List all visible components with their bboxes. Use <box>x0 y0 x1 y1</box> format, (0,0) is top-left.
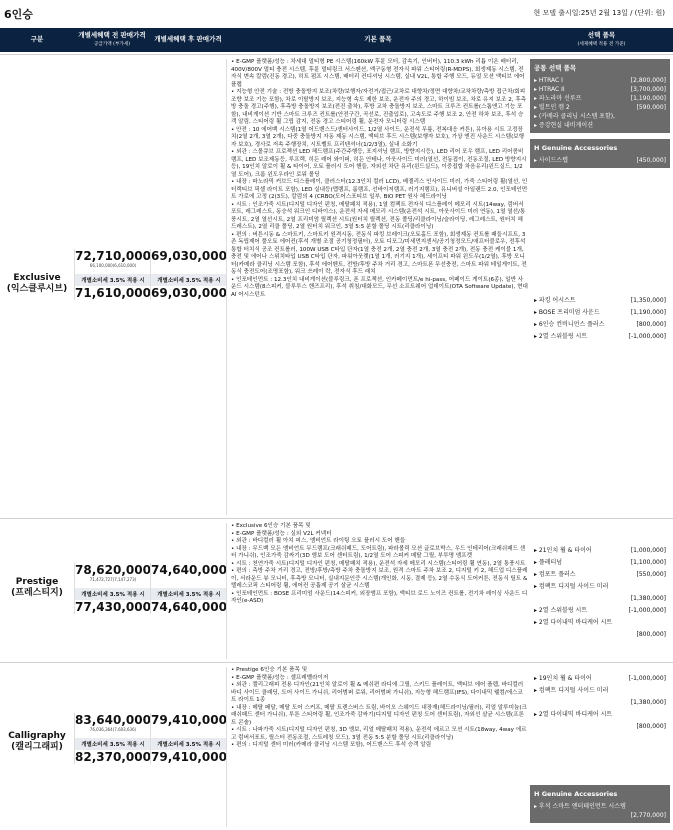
grade-cell <box>0 577 74 599</box>
grade-name-ko: (프레스티지) <box>11 588 63 598</box>
feature-item: • E-GMP 플랫폼/성능 : 실외 V2L 커넥터 <box>231 530 332 537</box>
tax-price-after: 69,030,000 <box>151 286 227 300</box>
header-option-sub: (세제혜택 적용 전 가준) <box>577 41 626 47</box>
option-item: [2,770,000] <box>630 812 666 819</box>
feature-item: • 시트 : 천연가죽 시트(디지털 디자인 펀칭, 메탈패치 적용), 운전석 자세 메모리 시스템(스티어링 휠 연동), 2열 통풍시트 <box>231 560 526 567</box>
price-before-cell <box>74 249 151 300</box>
table-header <box>0 28 673 52</box>
price-before-cell <box>74 563 151 614</box>
ga-title: H Genuine Accessories <box>534 144 618 152</box>
option-item: ▸ 컴포트 플러스 [550,000] <box>534 571 666 578</box>
option-item: ▸ 컴팩트 디지털 사이드 미러 <box>534 583 609 590</box>
price-before: 78,620,000 <box>75 563 151 577</box>
header-before-label: 개별세혜택 전 판매가격 <box>78 31 146 39</box>
price-after: 79,410,000 <box>151 713 227 727</box>
option-item: ▸ 컴팩트 디지털 사이드 미러 <box>534 687 609 694</box>
feature-item: • 외관 : 바디컬러 휠 아치 피스, 앰비언트 라이팅 오토 플러시 도어 핸들 <box>231 538 406 544</box>
ga-title: H Genuine Accessories <box>534 790 618 798</box>
price-after: 69,030,000 <box>151 249 227 263</box>
option-item: ▸ 2열 다이내믹 바디케어 시트 <box>534 711 613 718</box>
table-row <box>0 518 673 661</box>
tax-label: 개별소비세 3.5% 적용 시 <box>151 274 227 286</box>
tax-label: 개별소비세 3.5% 적용 시 <box>75 274 151 286</box>
grade-cell <box>0 273 74 295</box>
option-item: ▸ 2열 다이내믹 바디케어 시트 <box>534 619 613 626</box>
price-before: 83,640,000 <box>75 713 151 727</box>
feature-item: • 인포테인먼트 : BOSE 프리미엄 사운드(14스피커, 외장앰프 포함), 액티브 로드 노이즈 컨트롤, 전기차 레이싱 사운드 디자인(e-ASD) <box>231 590 528 604</box>
tax-price-before: 82,370,000 <box>75 750 151 764</box>
common-options <box>530 59 670 168</box>
grade-options <box>530 673 670 733</box>
option-item: ▸ 21인치 휠 & 타이어 [1,000,000] <box>534 547 666 554</box>
grade-name-ko: (익스클루시브) <box>6 284 68 294</box>
basic-features <box>226 59 528 515</box>
tax-label: 개별소비세 3.5% 적용 시 <box>151 738 227 750</box>
price-after: 74,640,000 <box>151 563 227 577</box>
table-row <box>0 662 673 830</box>
ga-box <box>530 785 670 823</box>
price-before-sub: 76,036,364(7,603,636) <box>89 727 137 732</box>
page-title: 6인승 <box>4 8 33 21</box>
option-item: ▸ BOSE 프리미엄 사운드 [1,190,000] <box>534 309 666 316</box>
option-item: [800,000] <box>636 631 666 638</box>
ga-options <box>530 785 670 823</box>
option-item: ▸ 빌트인 캠 2 [590,000] <box>534 104 666 111</box>
feature-item: • 편의 : 측방 주차 거리 경고, 전방/후방/측방 주차 충돌방지 보조, 원격 스마트 주차 보조 2, 디지털 키 2, 헤드업 디스플레이, 서라운드 뷰 모니터, 후측방 모니터, 실내지문인증 시스템(개인화, 시동, 결제 등), 2열 수동식 도어커튼, 전동식 틸트 & 텔레스코픽 스티어링 휠, 에어컨 공흡제 공기 살균 시스템 <box>231 568 528 589</box>
tax-price-before: 77,430,000 <box>75 600 151 614</box>
feature-item: • Prestige 6인승 기본 품목 및 <box>231 667 308 673</box>
feature-item: • 외관 : 스몰큐브 프로젝션 LED 헤드램프(주간주행등, 포지셔닝 램프, 방향지시등), LED 리어 포우 램프, LED 리어콤비램프, LED 보조제동등, 루프랙, 히든 레어 와이퍼, 히든 안테나, 아웃사이드 미러(열선, 전동접이, 전동조절, LED 방향지시등), 19인치 알로이 휠 & 타이어, 오토 플러시 도어 핸들, 자외선 차단 유리(윈드실드), 이중접합 차음유리(윈드실드, 1/2열 도어), 크롬 윈도우라인 로워 몰딩 <box>231 149 527 178</box>
price-after-cell <box>150 713 227 764</box>
price-after-cell <box>150 249 227 300</box>
feature-item: • 편의 : 버튼시동 & 스마트키, 스마트키 원격시동, 전동식 파킹 브레이크(오토홀드 포함), 회생제동 컨트롤 패들시프트, 3존 독립제어 풀오토 에어컨(후석 개별 조절 공기청정필터), 오토 디포그/미세먼지센서/공기청정모드/애프터블로우, 전후석 통합 터치식 공조 컨트롤러, 100W USB C타입 단자(1열 충전 2개, 2열 충전 2개, 3열 충전 2개), 전동 충전 케이블 1개, 충전 및 에어나 스위치타입 USB C타입 단자, 파워아웃렛(1열 1개, 러기지 1개), 세이프티 파워 윈도우(1/2열), 후방 모니터(카메라 클리닝 시스템 포함), 후석 에어벤트, 전방/후방 주차 거리 경고, 스마트폰 무선충전, 스마트 파워 테일게이트, 전동식 충전도어(조명포함), 워크 쓰레이 락, 전자식 후드 래치 <box>231 231 527 275</box>
grade-name-ko: (캘리그래피) <box>11 742 63 752</box>
option-item: ▸ HTRAC I [2,800,000] <box>534 77 666 84</box>
option-item: [800,000] <box>636 723 666 730</box>
header-option <box>530 32 673 48</box>
feature-item: • E-GMP 플랫폼/성능 : 셀프레벨라이저 <box>231 674 329 681</box>
header-after: 개별세혜택 후 판매가격 <box>154 35 222 43</box>
option-item: ▸ 19인치 휠 & 타이어 [-1,000,000] <box>534 675 666 682</box>
option-item: [1,380,000] <box>630 699 666 706</box>
tax-price-after: 74,640,000 <box>151 600 227 614</box>
feature-item: • 외관 : 캘리그래피 전용 디자인(21인치 알로이 휠 & 메쉬편 라디에 그릴, 스키드 플레이트, 액티브 에어 플랩, 바디컬러 바디 사이드 클래딩, 도어 사이드 가니쉬, 리어범퍼 로워, 리어범퍼 가니쉬), 지능형 헤드램프(IFS), 다이내믹 웰컴/에스코트 라이트 1종 <box>231 682 524 703</box>
option-item: ▸ 파킹 어시스트 [1,350,000] <box>534 297 666 304</box>
option-item: ▸ 2열 스위블링 시트 [-1,000,000] <box>534 333 666 340</box>
ga-box <box>530 139 670 168</box>
feature-item: • Exclusive 6인승 기본 품목 및 <box>231 523 311 529</box>
price-before-cell <box>74 713 151 764</box>
option-item: ▸ (카메라 클리닝 시스템 포함), <box>534 113 615 120</box>
feature-item: • 편의 : 디지털 센터 미러(카메라 클리닝 시스템 포함), 어드밴스드 후석 승객 알림 <box>231 742 432 748</box>
option-item: [1,380,000] <box>630 595 666 602</box>
option-item: ▸ 사이드스텝 [450,000] <box>534 157 666 164</box>
grade-options <box>530 295 670 343</box>
feature-item: • 지능형 안전 기술 : 전방 충돌방지 보조(차량/보행자/자전거/접근/교차로 대향차/정면 대향차/교차차량/측방 접근차/회피 조향 보조 기능 포함), 차로 이탈방지 보조, 지능형 속도 제한 보조, 운전자 주의 경고, 하이빔 보조, 차로 유지 보조 2, 후측방 충돌 경고(주행), 후측방 충돌방지 보조(전진 출차), 후방 교차 충돌방지 보조, 스마트 크루즈 컨트롤(스톱앤고 기능 포함), 내비게이션 기반 스마트 크루즈 컨트롤(안전구간, 곡선로, 진출입로), 고속도로 주행 보조 2, 안전 하차 보조, 후석 승객 알림, 스티어링 휠 그립 감지, 전동 경고 스티어링 휠, 운전자 모니터링 시스템 <box>231 89 527 125</box>
price-before-sub: 66,100,000(6,610,000) <box>89 263 137 268</box>
feature-item: • 인포테인먼트 : 12.3인치 내비게이션(블루링크, 폰 프로젝션, 인카페이먼트/e hi-pass, 어페이드 게이트(6종), 일반 사운드 시스템(8스피커, 블루투스 핸즈프리), 후석 취침/대화모드, 무선 소프트웨어 업데이트(OTA Software Update), 현대 AI 어시스턴트 <box>231 276 528 298</box>
header-before <box>74 32 150 48</box>
page-top <box>0 0 673 26</box>
feature-item: • 안전 : 10 에어백 시스템(1열 어드밴스드/센터사이드, 1/2열 사이드, 운전석 무릎, 전복대응 커튼), 유아용 시트 고정장치(2열 2개, 3열 2개), 다중 충돌방지 자동 제동 시스템, 액티브 후드 시스템(보행자 보호), 가상 엔진 사운드 시스템(보행자 보호), 경사로 저속 주행장치, 시트벨트 프리텐셔너(1/2/3열), 실내 소화기 <box>231 126 525 148</box>
option-item: ▸ HTRAC II [3,700,000] <box>534 86 666 93</box>
common-title: 공통 선택 품목 <box>534 64 577 72</box>
grade-cell <box>0 731 74 753</box>
option-item: ▸ 후석 스마트 엔터테인먼트 시스템 <box>534 803 626 810</box>
feature-item: • 시트 : 인조가죽 시트(디지털 디자인 펀칭, 메탈패치 적용), 1열 컴팩트 전자식 디스플레이 메모리 시트(14way, 럼버서포트, 레그레스트, 동승석 워크인 디바이스), 운전석 자세 메모리 시스템(운전석 시트, 아웃사이드 미러 연동), 1열 열선/통풍시트, 2열 열선시트, 2열 프리미엄 릴렉션 시트(원터치 릴렉션, 전동 폴딩/리클라이닝/슬라이딩, 레그레스트, 원터치 헤드레스트), 2열 리클 폴딩, 2열 원터치 워크인, 3열 5:5 분할 폴딩 시트(리클라이닝) <box>231 201 526 230</box>
option-item: ▸ 플레티넘 [1,100,000] <box>534 559 666 566</box>
price-before: 72,710,000 <box>75 249 151 263</box>
option-item: ▸ 6인승 컨비니언스 플러스 [800,000] <box>534 321 666 328</box>
grade-name: Exclusive <box>13 273 61 283</box>
feature-item: • 내장 : 무드백 모든 앰비언트 무드램프(크래쉬패드, 도어트림), 파라볼릭 모션 글로브박스, 우드 인테리어(크래쉬패드 센터 가니쉬), 인조가죽 감싸기(3D 엠보 도어 센터트림), 1/2열 도어 스피커 메탈 그릴, 부투명 앰프켓 <box>231 545 526 559</box>
grade-options <box>530 545 670 641</box>
tax-label: 개별소비세 3.5% 적용 시 <box>75 738 151 750</box>
common-box <box>530 59 670 133</box>
tax-price-before: 71,610,000 <box>75 286 151 300</box>
grade-name: Prestige <box>15 577 59 587</box>
price-after-cell <box>150 563 227 614</box>
tax-label: 개별소비세 3.5% 적용 시 <box>151 588 227 600</box>
option-item: ▸ 2열 스위블링 시트 [-1,000,000] <box>534 607 666 614</box>
header-option-label: 선택 품목 <box>587 31 616 39</box>
option-item: ▸ 증강현실 내비게이션 <box>534 122 593 129</box>
tax-price-after: 79,410,000 <box>151 750 227 764</box>
price-before-sub: 71,472,727(7,147,273) <box>89 577 137 582</box>
feature-item: • 내장 : 메탈 페달, 메탈 도어 스커프, 메탈 트렌스버스 트림, 바이오 스웨이드 내장재(헤드라이닝/필러), 리얼 알루미늄(크래쉬패드 센터 가니쉬), 투톤 스티어링 휠, 인조가죽 감싸기(디지털 디자인 펀칭 도어 센터트림), 자외선 살균 시스템(프론트 콘솔) <box>231 704 527 726</box>
table-row <box>0 54 673 517</box>
basic-features <box>226 523 528 659</box>
basic-features <box>226 667 528 827</box>
header-basic: 기본 품목 <box>364 35 392 43</box>
tax-label: 개별소비세 3.5% 적용 시 <box>75 588 151 600</box>
release-note: 현 모델 출시일:25년 2월 13일 / (단위: 원) <box>533 9 665 17</box>
option-item: ▸ 파노라마 선루프 [1,190,000] <box>534 95 666 102</box>
header-grade: 구분 <box>30 35 44 43</box>
feature-item: • 시트 : 나파가죽 시트(디지털 디자인 펀칭, 3D 엠보, 리얼 메탈패치 적용), 운전석 에르고 모션 시트(18way, 4way 에르고 럼버서포트, 릴스터 전동조절, 스트레칭 모드), 3열 전동 5:5 분할 폴딩 시트(리클라이닝) <box>231 727 527 741</box>
grade-name: Calligraphy <box>8 731 66 741</box>
feature-item: • E-GMP 플랫폼/성능 : 차세대 멀티형 PE 시스템(160kW 후륜 모터, 감속기, 인버터), 110.3 kWh 리튬 이온 배터리, 400V/800V 멀티 충전 시스템, 후륜 멀티링크 서스펜션, 액구동형 전자식 파워 스티어링(R-MDPS), 회생제동 시스템, 전자식 변속 칼럼(진동 경고), 히트 펌프 시스템, 배터리 컨디셔닝 시스템, 실내 V2L, 통합 주행 모드, 듀얼 모션 액티브 에어 플랩 <box>231 59 525 88</box>
header-before-sub: 공급가액 (부가세) <box>93 41 131 47</box>
feature-item: • 내장 : 파노라믹 커브드 디스플레이, 클러스터(12.3인치 컬러 LCD), 베젤리스 인사이드 미러, 가죽 스티어링 휠(열선, 인터랙티브 픽셀 라이트 포함), LED 실내등(맵램프, 룸램프, 선바이저램프, 러기지램프), 유니버설 아일랜드 2.0, 인포테인먼트 가로에 고정 (2(3도), 칼럼의 4 (CRBO(도어스포티브 일부, BIO PET 원사 헤드라이닝 <box>231 179 528 200</box>
